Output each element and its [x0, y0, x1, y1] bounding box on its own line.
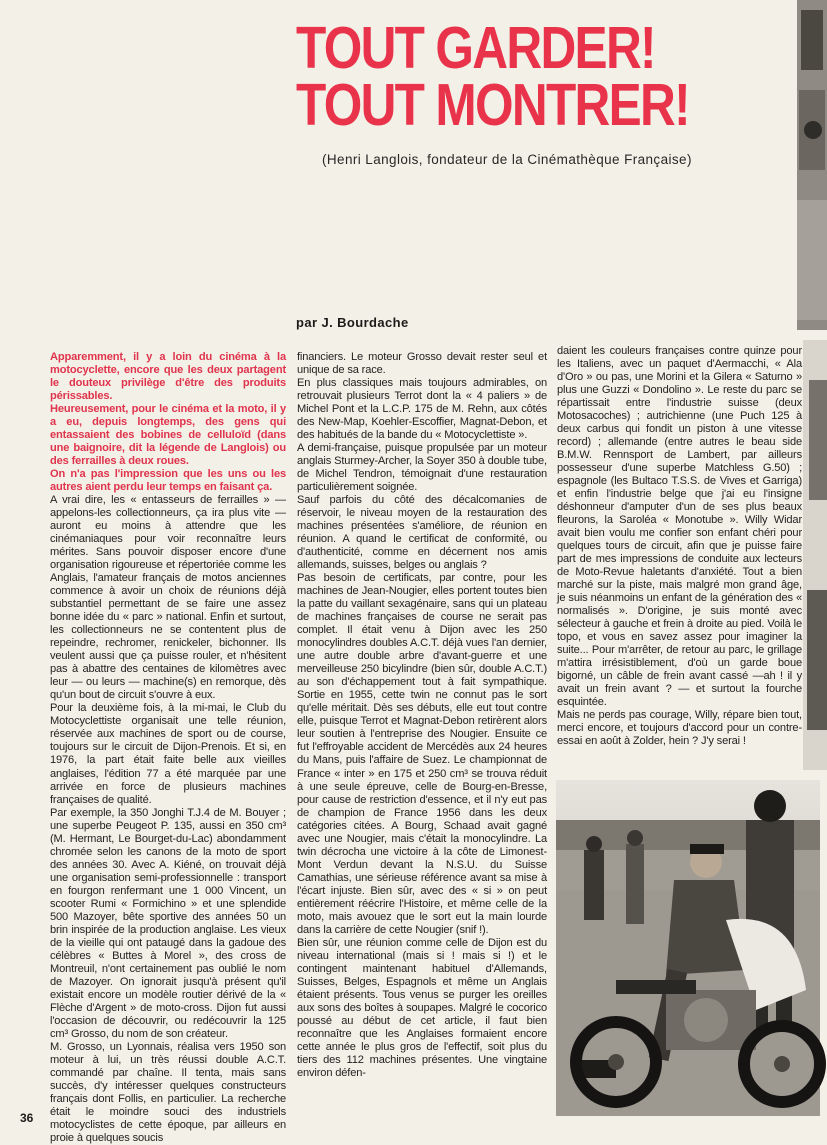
byline: par J. Bourdache — [296, 315, 409, 330]
column-1-body: A vrai dire, les « entasseurs de ferrailles » — appelons-les collectionneurs, ça ira plus vite — auront eu moins à attendre que les cinémaniaques pour voir reconnaître leurs mérites. Sans pouvoir disposer encore d'une organisation rigoureuse et répertoriée comme les Anglais, l'amateur français de motos anciennes commence à avoir un choix de réunions déjà substantiel permettant de se faire une assez bonne idée du « parc » national. Enfin et surtout, les collectionneurs ne se contentent plus de repeindre, rechromer, renickeler, bichonner. Ils veulent aussi que ça puisse rouler, et n'hésitent pas à abattre des centaines de kilomètres avec leur — ou leurs — machine(s) en remorque, dès qu'un bout de circuit s'ouvre à eux. Pour la deuxième fois, à la mi-mai, le Club du Motocyclettiste organisait une telle réunion, réservée aux machines de sport ou de course, toujours sur le circuit de Dijon-Prenois. Et si, en 1976, la part était faite belle aux vieilles anglaises, l'édition 77 a été marquée par une arrivée en force de plusieurs machines françaises de qualité. Par exemple, la 350 Jonghi T.J.4 de M. Bouyer ; une superbe Peugeot P. 135, aussi en 350 cm³ (M. Hermant, Le Bourget-du-Lac) abondamment chromée selon les canons de la moto de sport des années 30. Avec A. Kiéné, on trouvait déjà une organisation semi-professionnelle : transport en fourgon renfermant une 1 000 Vincent, un scooter Rumi « Formichino » et une splendide 500 Mazoyer, bête sportive des années 50 un brin inspirée de la production anglaise. Les vieux de la vieille qui ont pataugé dans la gadoue des célèbres « Buttes à Morel », des cross de Montreuil, n'ont certainement pas oublié le nom de Mazoyer. On ignorait jusqu'à présent qu'il existait encore un modèle routier dérivé de la « Flèche d'Argent » de moto-cross. Dijon fut aussi l'occasion de découvrir, ou redécouvrir la 125 cm³ Grosso, du nom de son créateur. M. Grosso, un Lyonnais, réalisa vers 1950 son moteur à lui, un très réussi double A.C.T. commandé par chaîne. Il tenta, mais sans succès, d'y intéresser quelques constructeurs français dont Follis, en particulier. La recherche était le moindre souci des industriels motocyclistes de cette époque, par ailleurs en proie à quelques soucis — [50, 494, 286, 1144]
text-column-1 — [50, 351, 286, 1144]
column-2-body: financiers. Le moteur Grosso devait rester seul et unique de sa race. En plus classiques mais toujours admirables, on retrouvait plusieurs Terrot dont la « 4 paliers » de Michel Pont et la L.C.P. 175 de M. Rehn, aux côtés des New-Map, Koehler-Escoffier, Magnat-Debon, et des habitués de la bande du « Motocyclettiste ». A demi-française, puisque propulsée par un moteur anglais Sturmey-Archer, la Soyer 350 à double tube, de Michel Tendron, témoignait d'une restauration particulièrement soignée. Sauf parfois du côté des décalcomanies de réservoir, le niveau moyen de la restauration des machines présentées s'améliore, de réunion en réunion. A quand le certificat de conformité, ou d'authenticité, comme en décernent nos amis allemands, suisses, belges ou anglais ? Pas besoin de certificats, par contre, pour les machines de Jean-Nougier, elles portent toutes bien la patte du vaillant sexagénaire, sans qui un plateau de machines françaises de course ne serait pas complet. Il était venu à Dijon avec les 250 monocylindres doubles A.C.T. déjà vues l'an dernier, une autre double arbre d'avant-guerre et une merveilleuse 250 bicylindre (bien sûr, double A.C.T.) au son d'échappement tout à fait sympathique. Sortie en 1955, cette twin ne connut pas le sort qu'elle méritait. Dès ses débuts, elle eut tout contre elle, puisque Terrot et Magnat-Debon retirèrent alors leur soutien à l'entreprise des Nougier. Ensuite ce fut l'effroyable accident de Mercédès aux 24 heures du Mans, puis l'affaire de Suez. Le championnat de France « inter » en 175 et 250 cm³ se trouva réduit à une seule épreuve, celle de Bourg-en-Bresse, pour cause de restriction d'essence, et il n'y eut pas de champion de France 1956 dans les deux catégories citées. A Bourg, Schaad avait gagné avec une Nougier, mais c'était la monocylindre. La twin décrocha une victoire à la côte de Limonest-Mont Verdun devant la N.S.U. du Suisse Camathias, une sérieuse référence avant sa mise à l'écart injuste. Bien sûr, avec des « si » on peut entièrement réécrire l'Histoire, et même celle de la moto, mais avouez que le sort eut la main lourde dans la carrière de cette Nougier (snif !). Bien sûr, une réunion comme celle de Dijon est du niveau international (mais si ! mais si !) et le contingent maintenant habituel d'Allemands, Suisses, Belges, Espagnols et même un Anglais étaient présents. Tous venus se purger les oreilles aux sons des boîtes à soupapes. Malgré le cocorico poussé au début de cet article, il faut bien reconnaître que les Anglaises formaient encore cette année le plus gros de l'effectif, soit plus du tiers des 112 machines présentes. Une vingtaine environ défen- — [297, 351, 547, 1079]
text-column-2 — [297, 351, 547, 1123]
quote-attribution: (Henri Langlois, fondateur de la Cinémathèque Française) — [322, 152, 692, 167]
motorcycle-photo — [556, 780, 820, 1116]
headline-line-1: TOUT GARDER! — [296, 15, 655, 81]
headline — [296, 15, 716, 138]
page-number: 36 — [20, 1111, 34, 1125]
column-3-body: daient les couleurs françaises contre quinze pour les Italiens, avec un paquet d'Aermacchi, « Ala d'Oro » ou pas, une Morini et la Gilera « Saturno » plus une Guzzi « Dondolino ». Le reste du parc se répartissait entre l'industrie suisse (deux Motosacoches) ; autrichienne (une Puch 125 à deux carbus qui fondit un piston à une vitesse record) ; allemande (entre autres le beau side B.M.W. Rennsport de Lambert, par ailleurs possesseur d'une superbe Matchless G.50) ; espagnole (les Bultaco T.S.S. de Vives et Garriga) et enfin l'industrie belge que j'ai eu l'insigne déshonneur d'amputer d'un de ses plus beaux fleurons, la Saroléa « Monotube ». Willy Widar avait bien voulu me confier son enfant chéri pour quelques tours de circuit, afin que je puisse faire part de mes impressions de conduite aux lecteurs de Moto-Revue haletants d'anxiété. Tout a bien marché sur la piste, mais malgré mon grand âge, je suis néanmoins un enfant de la génération des « normalisés ». D'origine, je suis monté avec sélecteur à gauche et frein à droite au pied. Voilà le topo, et vous en savez assez pour imaginer la suite... Pour m'arrêter, de retour au parc, le grillage m'attira irrésistiblement, d'où un garde boue bigorné, un câble de frein avant cassé —ah ! il y avait un frein avant ? — et surtout la fourche esquintée. Mais ne perds pas courage, Willy, répare bien tout, merci encore, et toujours d'accord pour un contre-essai en août à Zolder, hein ? J'y serai ! — [557, 345, 802, 748]
adjacent-page-photo-strip — [797, 0, 827, 330]
intro-paragraph: Apparemment, il y a loin du cinéma à la motocyclette, encore que les deux partagent le douteux privilège d'être des produits périssables. Heureusement, pour le cinéma et la moto, il y a eu, depuis longtemps, des gens qui entassaient des bobines de celluloïd (dans une baignoire, dit la légende de Langlois) ou des ferrailles à deux roues. On n'a pas l'impression que les uns ou les autres aient perdu leur temps en faisant ça. — [50, 351, 286, 494]
text-column-3 — [557, 345, 802, 775]
adjacent-page-photo-strip-2 — [803, 340, 827, 770]
headline-line-2: TOUT MONTRER! — [296, 72, 689, 138]
